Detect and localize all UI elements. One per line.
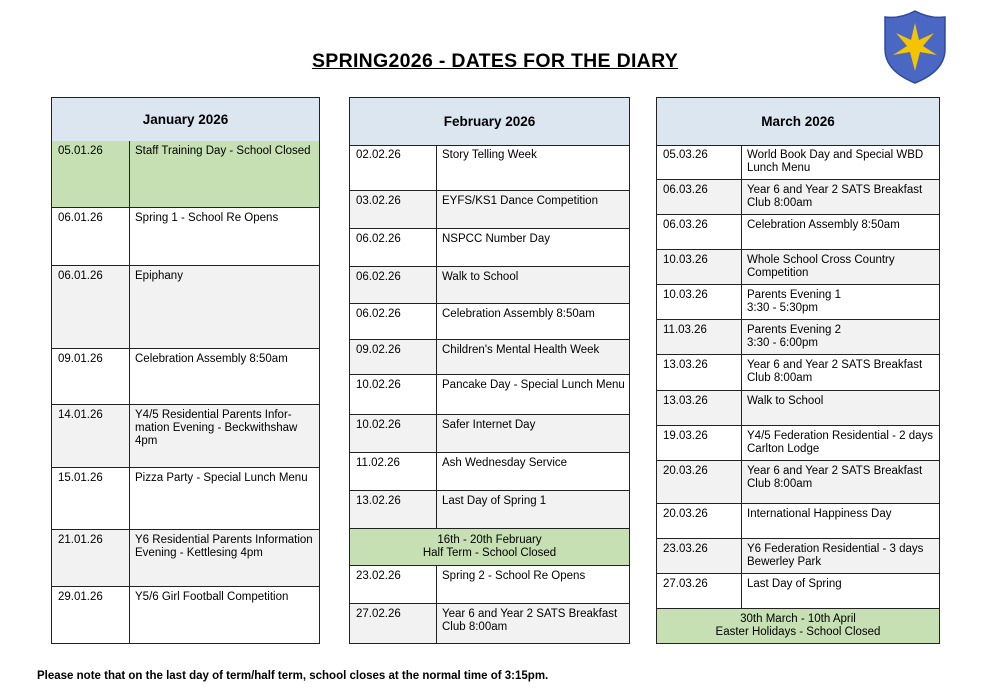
event-date: 13.03.26 (663, 359, 708, 371)
column-divider (129, 468, 130, 529)
march-header: March 2026 (657, 98, 939, 146)
event-date: 23.03.26 (663, 543, 708, 555)
diary-row (52, 468, 319, 530)
column-divider (741, 461, 742, 503)
diary-row (350, 191, 629, 229)
holiday-banner-text (423, 534, 556, 560)
diary-row (657, 461, 939, 504)
diary-row (350, 566, 629, 604)
event-date: 06.02.26 (356, 271, 401, 283)
diary-row (350, 340, 629, 375)
diary-row (52, 587, 319, 643)
footnote: Please note that on the last day of term/half term, school closes at the normal time of 3:15pm. (37, 670, 549, 682)
event-description: NSPCC Number Day (442, 233, 550, 245)
diary-row (350, 145, 629, 191)
diary-row (52, 349, 319, 405)
diary-row (657, 426, 939, 461)
event-date: 20.03.26 (663, 465, 708, 477)
event-date: 13.02.26 (356, 495, 401, 507)
event-date: 05.03.26 (663, 149, 708, 161)
event-date: 10.02.26 (356, 379, 401, 391)
diary-row (350, 415, 629, 453)
diary-row (657, 504, 939, 539)
event-date: 14.01.26 (58, 409, 103, 421)
holiday-banner-line2: Easter Holidays - School Closed (715, 626, 881, 638)
event-description: Staff Training Day - School Closed (135, 145, 311, 157)
column-divider (129, 405, 130, 467)
event-description: Pancake Day - Special Lunch Menu (442, 379, 625, 391)
column-divider (741, 391, 742, 425)
march-table (656, 97, 940, 644)
column-divider (741, 145, 742, 179)
event-date: 06.02.26 (356, 233, 401, 245)
diary-row (657, 250, 939, 285)
event-date: 11.03.26 (663, 324, 707, 336)
page-title: SPRING2026 - DATES FOR THE DIARY (311, 50, 679, 72)
event-description: Y4/5 Federation Residential - 2 days Carlton Lodge (747, 430, 934, 455)
holiday-banner-text (716, 613, 881, 639)
event-date: 06.03.26 (663, 219, 708, 231)
column-divider (741, 504, 742, 538)
january-header: January 2026 (52, 98, 319, 142)
column-divider (741, 180, 742, 214)
holiday-banner-line2: Half Term - School Closed (422, 547, 557, 559)
event-date: 27.02.26 (356, 608, 401, 620)
column-divider (741, 574, 742, 608)
february-header: February 2026 (350, 98, 629, 146)
event-description: Celebration Assembly 8:50am (747, 219, 900, 231)
event-description: Y4/5 Residential Parents Infor-mation Evening - Beckwithshaw 4pm (135, 409, 298, 447)
diary-row (52, 405, 319, 468)
diary-row (657, 391, 939, 426)
event-description: Year 6 and Year 2 SATS Breakfast Club 8:00am (747, 465, 923, 490)
diary-row (350, 604, 629, 643)
diary-row (350, 453, 629, 491)
event-date: 29.01.26 (58, 591, 103, 603)
diary-row (657, 145, 939, 180)
column-divider (436, 267, 437, 303)
event-date: 03.02.26 (356, 195, 401, 207)
column-divider (129, 266, 130, 348)
event-description: Y6 Residential Parents Information Evening - Kettlesing 4pm (135, 534, 313, 559)
event-date: 21.01.26 (58, 534, 103, 546)
column-divider (436, 604, 437, 643)
january-table (51, 97, 320, 644)
column-divider (129, 141, 130, 207)
diary-row (657, 285, 939, 320)
holiday-banner-line1: 30th March - 10th April (740, 613, 856, 625)
event-description: Last Day of Spring 1 (442, 495, 547, 507)
event-description: Y5/6 Girl Football Competition (135, 591, 289, 603)
column-divider (129, 530, 130, 586)
event-description: Whole School Cross Country Competition (747, 254, 895, 279)
column-divider (436, 375, 437, 414)
column-divider (436, 453, 437, 490)
event-description: Year 6 and Year 2 SATS Breakfast Club 8:00am (747, 184, 923, 209)
column-divider (436, 491, 437, 528)
event-description: Celebration Assembly 8:50am (135, 353, 288, 365)
event-description: Pizza Party - Special Lunch Menu (135, 472, 308, 484)
event-date: 20.03.26 (663, 508, 708, 520)
event-description: Spring 2 - School Re Opens (442, 570, 586, 582)
column-divider (436, 304, 437, 339)
diary-row (657, 355, 939, 391)
diary-row (350, 491, 629, 529)
event-date: 02.02.26 (356, 149, 401, 161)
event-description: EYFS/KS1 Dance Competition (442, 195, 598, 207)
holiday-banner-line1: 16th - 20th February (437, 534, 542, 546)
column-divider (436, 415, 437, 452)
diary-row (350, 229, 629, 267)
event-description: Year 6 and Year 2 SATS Breakfast Club 8:00am (442, 608, 618, 633)
event-description: Spring 1 - School Re Opens (135, 212, 279, 224)
event-description: International Happiness Day (747, 508, 892, 520)
diary-row (657, 539, 939, 574)
event-description: Walk to School (442, 271, 519, 283)
event-date: 05.01.26 (58, 145, 103, 157)
event-date: 06.03.26 (663, 184, 708, 196)
column-divider (436, 566, 437, 603)
column-divider (741, 355, 742, 390)
diary-row (52, 266, 319, 349)
column-divider (436, 229, 437, 266)
diary-row (657, 320, 939, 355)
event-date: 13.03.26 (663, 395, 708, 407)
diary-row (657, 574, 939, 609)
event-date: 19.03.26 (663, 430, 708, 442)
event-description: Walk to School (747, 395, 824, 407)
event-description: Parents Evening 2 3:30 - 6:00pm (747, 324, 841, 349)
event-date: 10.03.26 (663, 254, 708, 266)
diary-row (657, 180, 939, 215)
column-divider (436, 191, 437, 228)
event-date: 11.02.26 (356, 457, 400, 469)
event-description: Safer Internet Day (442, 419, 536, 431)
event-date: 06.02.26 (356, 308, 401, 320)
event-description: Celebration Assembly 8:50am (442, 308, 595, 320)
holiday-banner (657, 609, 939, 643)
event-description: Parents Evening 1 3:30 - 5:30pm (747, 289, 841, 314)
event-description: Story Telling Week (442, 149, 537, 161)
diary-row (350, 267, 629, 304)
event-description: Ash Wednesday Service (442, 457, 568, 469)
event-date: 06.01.26 (58, 212, 103, 224)
event-date: 23.02.26 (356, 570, 401, 582)
diary-row (350, 304, 629, 340)
event-date: 10.02.26 (356, 419, 401, 431)
event-description: Y6 Federation Residential - 3 days Bewerley Park (747, 543, 924, 568)
event-date: 27.03.26 (663, 578, 708, 590)
column-divider (436, 340, 437, 374)
column-divider (741, 285, 742, 319)
column-divider (741, 215, 742, 249)
event-description: Epiphany (135, 270, 183, 282)
event-description: Last Day of Spring (747, 578, 842, 590)
event-date: 09.01.26 (58, 353, 103, 365)
diary-row (52, 208, 319, 266)
event-date: 06.01.26 (58, 270, 103, 282)
column-divider (741, 426, 742, 460)
february-table (349, 97, 630, 644)
column-divider (129, 349, 130, 404)
event-description: Children's Mental Health Week (442, 344, 600, 356)
column-divider (436, 145, 437, 190)
diary-row (657, 215, 939, 250)
column-divider (741, 320, 742, 354)
event-date: 15.01.26 (58, 472, 103, 484)
event-date: 10.03.26 (663, 289, 708, 301)
column-divider (129, 208, 130, 265)
column-divider (741, 539, 742, 573)
diary-row (350, 375, 629, 415)
diary-row (52, 141, 319, 208)
event-description: Year 6 and Year 2 SATS Breakfast Club 8:00am (747, 359, 923, 384)
event-description: World Book Day and Special WBD Lunch Menu (747, 149, 924, 174)
shield-star-logo (880, 9, 950, 85)
column-divider (741, 250, 742, 284)
event-date: 09.02.26 (356, 344, 401, 356)
holiday-banner (350, 529, 629, 566)
diary-row (52, 530, 319, 587)
column-divider (129, 587, 130, 643)
